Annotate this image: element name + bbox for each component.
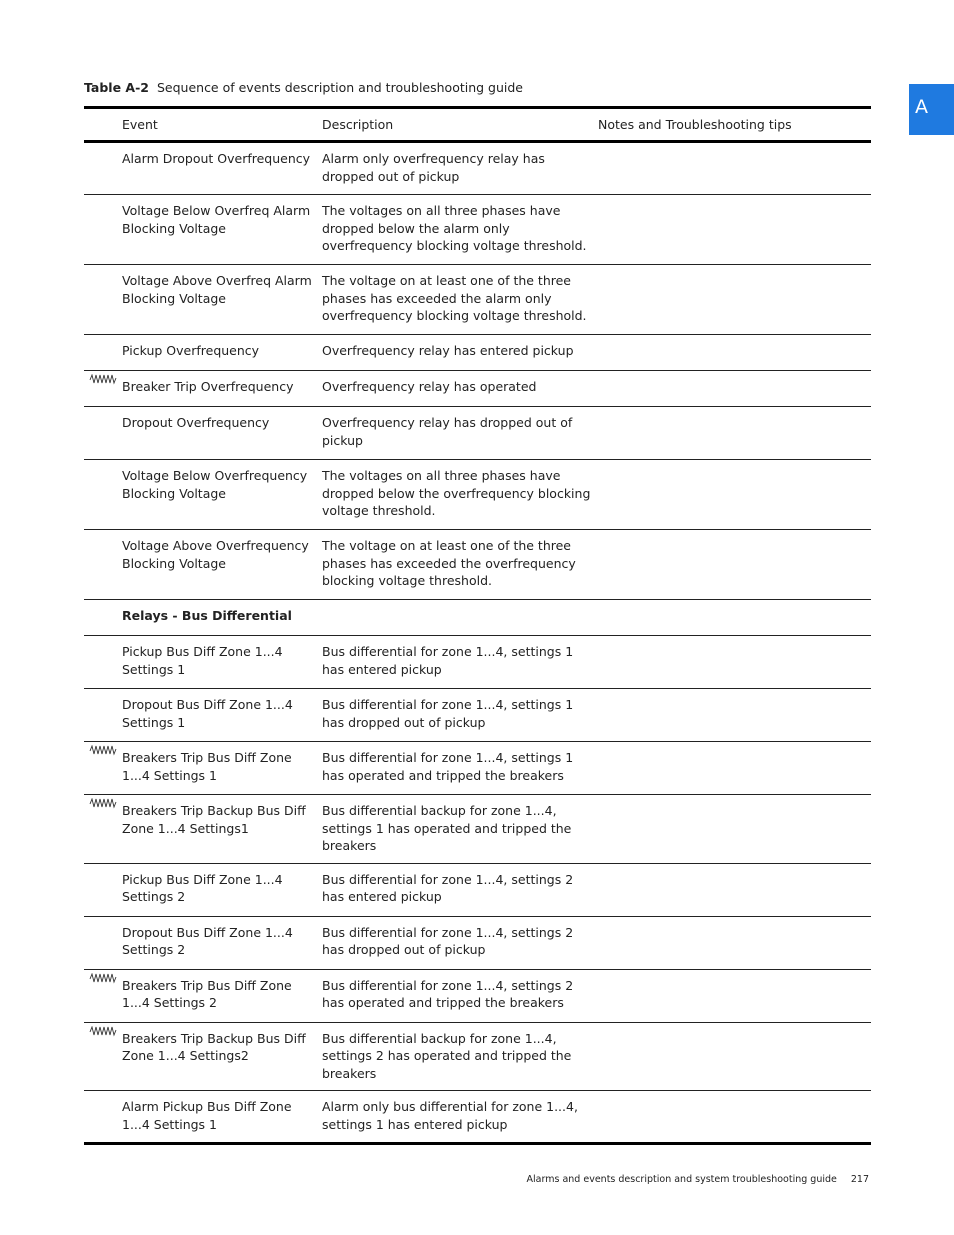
- icon-cell: [84, 335, 122, 371]
- icon-cell: [84, 460, 122, 530]
- event-cell: Voltage Below Overfrequency Blocking Voltage: [122, 468, 308, 501]
- caption-label: Table A-2: [84, 80, 149, 95]
- events-table: [84, 106, 871, 1145]
- description-cell: The voltage on at least one of the three phases has exceeded the overfrequency blocking voltage threshold.: [322, 538, 576, 588]
- description-cell: Overfrequency relay has entered pickup: [322, 343, 574, 358]
- icon-cell: [84, 530, 122, 600]
- icon-cell: [84, 795, 122, 864]
- description-cell: Bus differential for zone 1...4, settings 2 has dropped out of pickup: [322, 924, 574, 957]
- description-cell: Bus differential for zone 1...4, settings 1 has operated and tripped the breakers: [322, 750, 574, 783]
- description-cell: The voltage on at least one of the three phases has exceeded the alarm only overfrequency blocking voltage threshold.: [322, 273, 587, 323]
- icon-cell: [84, 969, 122, 1022]
- icon-cell: [84, 407, 122, 460]
- footer-title: Alarms and events description and system troubleshooting guide: [526, 1174, 837, 1185]
- event-cell: Breaker Trip Overfrequency: [122, 379, 294, 394]
- notes-cell: [598, 636, 871, 689]
- description-cell: Bus differential for zone 1...4, settings 2 has entered pickup: [322, 871, 574, 904]
- notes-cell: [598, 335, 871, 371]
- description-cell: The voltages on all three phases have dropped below the overfrequency blocking voltage threshold.: [322, 468, 591, 518]
- event-cell: Breakers Trip Bus Diff Zone 1...4 Settings 1: [122, 750, 292, 783]
- table-row: [84, 742, 871, 795]
- event-cell: Alarm Pickup Bus Diff Zone 1...4 Settings 1: [122, 1099, 292, 1132]
- notes-cell: [598, 530, 871, 600]
- table-body: [84, 142, 871, 1144]
- icon-cell: [84, 742, 122, 795]
- table-row: [84, 265, 871, 335]
- trip-waveform-icon: [89, 745, 117, 757]
- notes-cell: [598, 600, 871, 636]
- description-cell: Alarm only bus differential for zone 1...4, settings 1 has entered pickup: [322, 1099, 578, 1132]
- notes-cell: [598, 195, 871, 265]
- notes-cell: [598, 407, 871, 460]
- table-row: [84, 689, 871, 742]
- event-cell: Breakers Trip Backup Bus Diff Zone 1...4 Settings2: [122, 1030, 306, 1063]
- icon-cell: [84, 689, 122, 742]
- event-cell: Pickup Overfrequency: [122, 343, 260, 358]
- icon-cell: [84, 1022, 122, 1091]
- table-row: [84, 1091, 871, 1144]
- icon-cell: [84, 195, 122, 265]
- trip-waveform-icon: [89, 973, 117, 985]
- event-cell: Voltage Above Overfrequency Blocking Voltage: [122, 538, 309, 571]
- notes-cell: [598, 371, 871, 407]
- trip-waveform-icon: [89, 374, 117, 386]
- header-event: Event: [122, 116, 158, 132]
- event-cell: Breakers Trip Bus Diff Zone 1...4 Settings 2: [122, 977, 292, 1010]
- table-row: [84, 1022, 871, 1091]
- description-cell: [322, 600, 598, 636]
- notes-cell: [598, 142, 871, 195]
- table-row: [84, 636, 871, 689]
- notes-cell: [598, 1091, 871, 1144]
- event-cell: Dropout Bus Diff Zone 1...4 Settings 1: [122, 697, 293, 730]
- event-cell: Dropout Bus Diff Zone 1...4 Settings 2: [122, 924, 293, 957]
- notes-cell: [598, 863, 871, 916]
- description-cell: Overfrequency relay has dropped out of pickup: [322, 415, 573, 448]
- trip-waveform-icon: [89, 798, 117, 810]
- notes-cell: [598, 460, 871, 530]
- icon-cell: [84, 265, 122, 335]
- event-cell: Breakers Trip Backup Bus Diff Zone 1...4 Settings1: [122, 803, 306, 836]
- table-caption: [84, 80, 523, 95]
- caption-text: Sequence of events description and troubleshooting guide: [156, 80, 523, 95]
- notes-cell: [598, 742, 871, 795]
- description-cell: Bus differential for zone 1...4, settings 1 has dropped out of pickup: [322, 697, 574, 730]
- table-row: [84, 195, 871, 265]
- table-row: [84, 142, 871, 195]
- table-row: [84, 863, 871, 916]
- description-cell: Alarm only overfrequency relay has dropped out of pickup: [322, 151, 545, 184]
- table-row: [84, 530, 871, 600]
- description-cell: The voltages on all three phases have dropped below the alarm only overfrequency blocking voltage threshold.: [322, 203, 587, 253]
- description-cell: Bus differential for zone 1...4, settings 1 has entered pickup: [322, 644, 574, 677]
- table-row: [84, 795, 871, 864]
- event-cell: Dropout Overfrequency: [122, 415, 270, 430]
- description-cell: Bus differential for zone 1...4, settings 2 has operated and tripped the breakers: [322, 977, 574, 1010]
- description-cell: Bus differential backup for zone 1...4, settings 1 has operated and tripped the breakers: [322, 803, 572, 853]
- section-row: [84, 600, 871, 636]
- header-description: Description: [322, 116, 394, 132]
- icon-cell: [84, 371, 122, 407]
- table-row: [84, 969, 871, 1022]
- notes-cell: [598, 265, 871, 335]
- icon-cell: [84, 916, 122, 969]
- event-cell: Relays - Bus Differential: [122, 608, 292, 623]
- table-header-row: [84, 108, 871, 142]
- page-footer: [527, 1174, 869, 1185]
- event-cell: Voltage Below Overfreq Alarm Blocking Voltage: [122, 203, 311, 236]
- event-cell: Alarm Dropout Overfrequency: [122, 151, 311, 166]
- table-row: [84, 460, 871, 530]
- event-cell: Pickup Bus Diff Zone 1...4 Settings 1: [122, 644, 283, 677]
- notes-cell: [598, 689, 871, 742]
- description-cell: Overfrequency relay has operated: [322, 379, 537, 394]
- table-row: [84, 335, 871, 371]
- notes-cell: [598, 1022, 871, 1091]
- icon-cell: [84, 636, 122, 689]
- notes-cell: [598, 795, 871, 864]
- icon-cell: [84, 142, 122, 195]
- trip-waveform-icon: [89, 1026, 117, 1038]
- table-row: [84, 371, 871, 407]
- table-row: [84, 916, 871, 969]
- notes-cell: [598, 969, 871, 1022]
- page-number: 217: [850, 1174, 869, 1185]
- description-cell: Bus differential backup for zone 1...4, settings 2 has operated and tripped the breakers: [322, 1030, 572, 1081]
- event-cell: Voltage Above Overfreq Alarm Blocking Voltage: [122, 273, 312, 306]
- icon-cell: [84, 1091, 122, 1144]
- icon-cell: [84, 863, 122, 916]
- notes-cell: [598, 916, 871, 969]
- header-notes: Notes and Troubleshooting tips: [598, 116, 792, 132]
- event-cell: Pickup Bus Diff Zone 1...4 Settings 2: [122, 871, 283, 904]
- appendix-tab-marker: A: [909, 84, 954, 135]
- icon-cell: [84, 600, 122, 636]
- header-icon-col: [84, 108, 122, 142]
- table-row: [84, 407, 871, 460]
